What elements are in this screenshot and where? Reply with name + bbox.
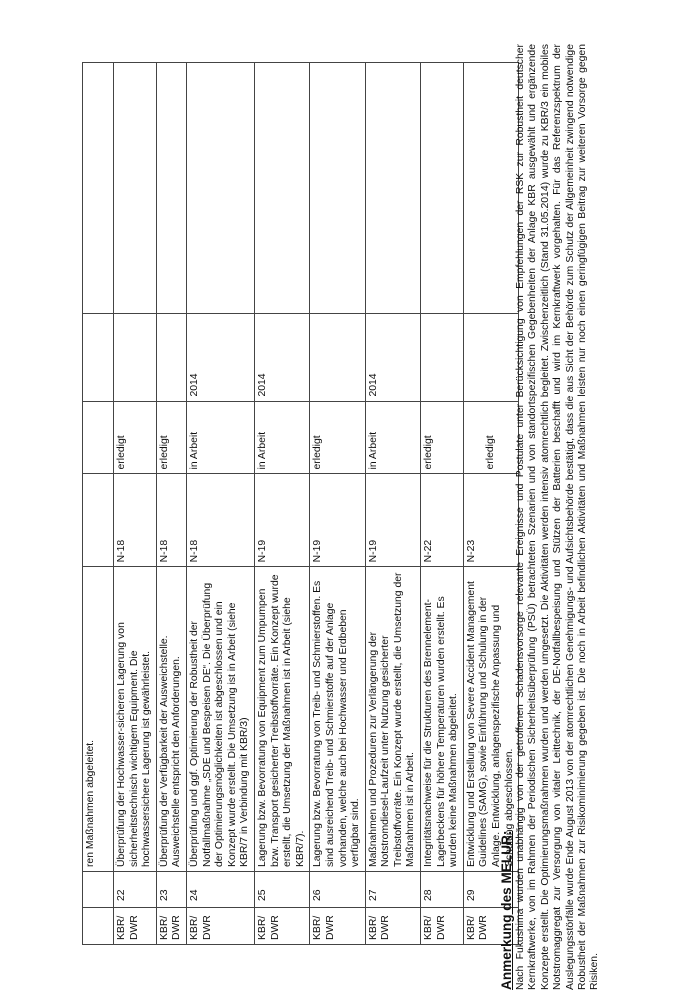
measure-text-cell: ren Maßnahmen abgeleitet. bbox=[83, 567, 114, 872]
note-body: Nach Fukushima wurden unabhängig von der getroffenen Schadensvorsorge relevante Ereignisse und Postulate unter Berücksichtigung von Empfehlungen der RSK zur Robustheit deutscher Kernkraftwerke, von im Rahmen der Periodischen Sicherheitsüberprüfung (PSÜ) betrachteten Szenarien und von standortspezifischen Gegebenheiten der Anlage KBR ausgewählt und ergänzende Konzepte erstellt. Die Optimierungsmaßnahmen wurden und werden umgesetzt. Die Aktivitäten werden intensiv atomrechtlich begleitet. Zwischenzeitlich (Stand 31.05.2014) wurde zu KBR/3 ein mobiles Notstromaggregat zur Versorgung von vitaler Leittechnik, der DE-Notfallbespeisung und Stützen der Batterien beschafft und wird im Kernkraftwerk vorgehalten. Für das Referenzspektrum der Auslegungsstörfälle wurde Ende August 2013 von der atomrechtlichen Genehmigungs- und Aufsichtsbehörde bestätigt, dass die aus Sicht der Behörde zum Schutz der Allgemeinheit zwingend notwendige Robustheit der Maßnahmen zur Risikominimierung gegeben ist. Die noch in Arbeit befindlichen Aktivitäten und Maßnahmen leisten nur noch einen geringfügigen Beitrag zur weiteren Vorsorge gegen Risiken. bbox=[515, 44, 601, 990]
measure-text-cell: Entwicklung und Erstellung von Severe Accident Management Guidelines (SAMG), sowie Einführung und Schulung in der Anlage. Entwicklung, anlagenspezifische Anpassung und Schulung abgeschlossen. bbox=[463, 567, 518, 872]
ref-cell: N-18 bbox=[156, 474, 186, 567]
ref-cell: N-19 bbox=[310, 474, 365, 567]
table-row-28 bbox=[421, 63, 464, 945]
nr-cell: 23 bbox=[156, 872, 186, 908]
status-cell: erledigt bbox=[114, 401, 157, 474]
status-cell bbox=[83, 401, 114, 474]
year-cell bbox=[421, 313, 464, 401]
status-cell: erledigt bbox=[310, 401, 365, 474]
year-cell: 2014 bbox=[365, 313, 420, 401]
ref-cell: N-19 bbox=[254, 474, 309, 567]
measures-table bbox=[82, 62, 519, 945]
table-row-22 bbox=[114, 63, 157, 945]
nr-cell: 27 bbox=[365, 872, 420, 908]
plant-cell: KBR/ DWR bbox=[421, 908, 464, 945]
status-cell: in Arbeit bbox=[365, 401, 420, 474]
status-cell: in Arbeit bbox=[186, 401, 254, 474]
ref-cell bbox=[83, 474, 114, 567]
status-cell: in Arbeit bbox=[254, 401, 309, 474]
year-cell bbox=[156, 313, 186, 401]
plant-cell: KBR/ DWR bbox=[463, 908, 518, 945]
table-row-27 bbox=[365, 63, 420, 945]
year-cell: 2014 bbox=[254, 313, 309, 401]
nr-cell: 26 bbox=[310, 872, 365, 908]
plant-cell: KBR/ DWR bbox=[114, 908, 157, 945]
empty-cell bbox=[83, 63, 114, 314]
measure-text-cell: Lagerung bzw. Bevorratung von Treib- und Schmierstoffen. Es sind ausreichend Treib- und Schmierstoffe auf der Anlage vorhanden, welche auch bei Hochwasser und Erdbeben verfügbar sind. bbox=[310, 567, 365, 872]
empty-cell bbox=[421, 63, 464, 314]
measures-table-body bbox=[83, 63, 519, 945]
note-title: Anmerkung des MELUR: bbox=[499, 830, 514, 990]
measure-text-cell: Überprüfung der Hochwasser-sicheren Lagerung von sicherheitstechnisch wichtigem Equipment. Die hochwassersichere Lagerung ist gewährleistet. bbox=[114, 567, 157, 872]
empty-cell bbox=[310, 63, 365, 314]
year-cell bbox=[310, 313, 365, 401]
table-row-26 bbox=[310, 63, 365, 945]
plant-cell: KBR/ DWR bbox=[156, 908, 186, 945]
empty-cell bbox=[156, 63, 186, 314]
year-cell bbox=[83, 313, 114, 401]
nr-cell: 28 bbox=[421, 872, 464, 908]
status-cell: erledigt bbox=[156, 401, 186, 474]
plant-cell: KBR/ DWR bbox=[365, 908, 420, 945]
empty-cell bbox=[254, 63, 309, 314]
ref-cell: N-18 bbox=[114, 474, 157, 567]
nr-cell: 24 bbox=[186, 872, 254, 908]
ref-cell: N-18 bbox=[186, 474, 254, 567]
nr-cell bbox=[83, 872, 114, 908]
table-row-23 bbox=[156, 63, 186, 945]
nr-cell: 22 bbox=[114, 872, 157, 908]
measure-text-cell: Lagerung bzw. Bevorratung von Equipment zum Umpumpen bzw. Transport gesicherter Treibstoffvorräte. Ein Konzept wurde erstellt, die Umsetzung der Maßnahmen ist in Arbeit (siehe KBR/7). bbox=[254, 567, 309, 872]
plant-cell: KBR/ DWR bbox=[254, 908, 309, 945]
table-row-continuation bbox=[83, 63, 114, 945]
nr-cell: 29 bbox=[463, 872, 518, 908]
empty-cell bbox=[365, 63, 420, 314]
year-cell: 2014 bbox=[186, 313, 254, 401]
empty-cell bbox=[186, 63, 254, 314]
measure-text-cell: Integritätsnachweise für die Strukturen des Brennelement-Lagerbeckens für höhere Temperaturen wurden erstellt. Es wurden keine Maßnahmen abgeleitet. bbox=[421, 567, 464, 872]
ref-cell: N-23 bbox=[463, 474, 518, 567]
plant-cell: KBR/ DWR bbox=[186, 908, 254, 945]
status-cell: erledigt bbox=[463, 401, 518, 474]
measure-text-cell: Überprüfung und ggf. Optimierung der Robustheit der Notfallmaßnahme „SDE und Bespeisen DE“. Die Überprüfung der Optimierungsmöglichkeiten ist abgeschlossen und ein Konzept wurde erstellt. Die Umsetzung ist in Arbeit (siehe KBR/7 in Verbindung mit KBR/3) bbox=[186, 567, 254, 872]
ref-cell: N-19 bbox=[365, 474, 420, 567]
plant-cell: KBR/ DWR bbox=[310, 908, 365, 945]
year-cell bbox=[114, 313, 157, 401]
table-row-24 bbox=[186, 63, 254, 945]
measure-text-cell: Überprüfung der Verfügbarkeit der Ausweichstelle. Ausweichstelle entspricht den Anforderungen. bbox=[156, 567, 186, 872]
nr-cell: 25 bbox=[254, 872, 309, 908]
measure-text-cell: Maßnahmen und Prozeduren zur Verlängerung der Notstromdiesel-Laufzeit unter Nutzung gesicherter Treibstoffvorräte. Ein Konzept wurde erstellt, die Umsetzung der Maßnahmen ist in Arbeit. bbox=[365, 567, 420, 872]
table-row-25 bbox=[254, 63, 309, 945]
ref-cell: N-22 bbox=[421, 474, 464, 567]
plant-cell bbox=[83, 908, 114, 945]
status-cell: erledigt bbox=[421, 401, 464, 474]
melur-note bbox=[499, 44, 602, 990]
empty-cell bbox=[114, 63, 157, 314]
